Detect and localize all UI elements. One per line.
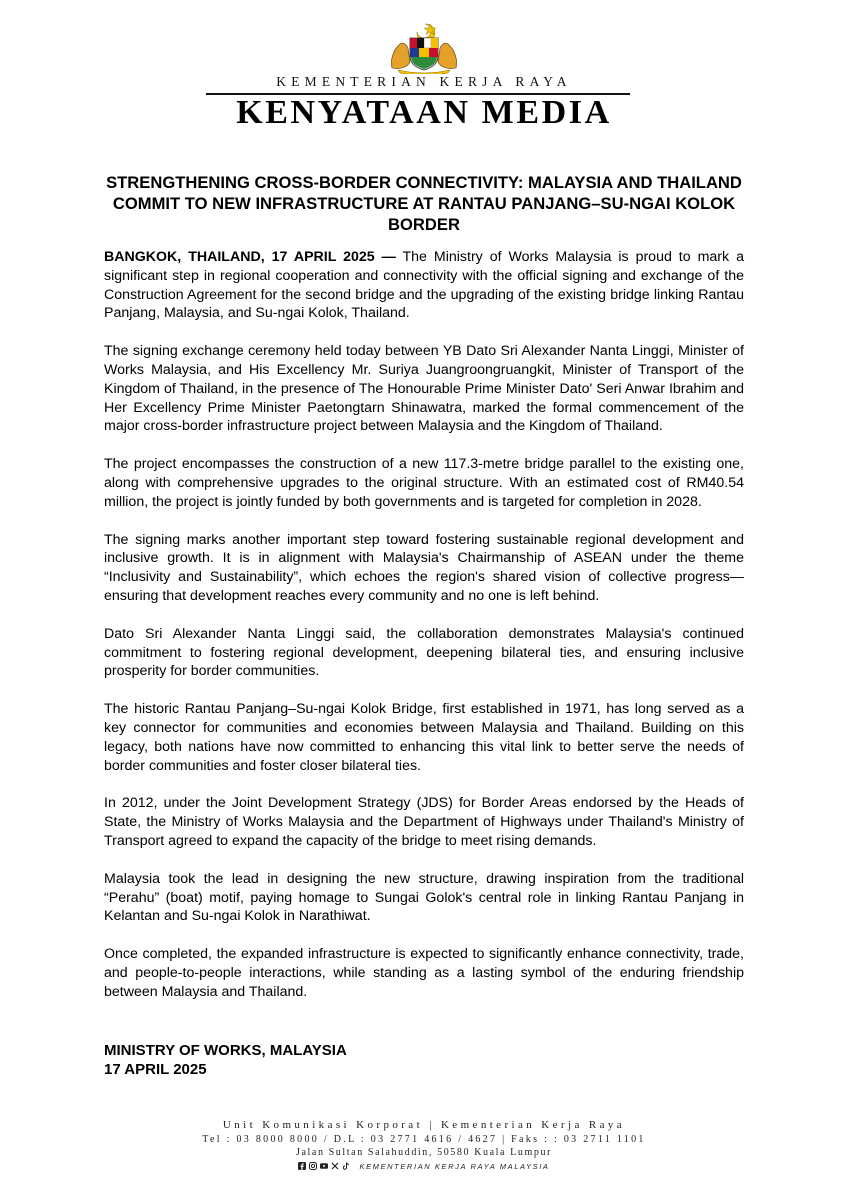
lead-text: The Ministry of Works Malaysia is proud to mark a significant step in regional cooperation and connectivity with the official signing and exchange of the Construction Agreement for the second bridge and the upgrading of the existing bridge linking Rantau Panjang, Malaysia, and Su-ngai Kolok, Thailand. bbox=[104, 249, 744, 322]
body-paragraph: The project encompasses the construction of a new 117.3-metre bridge parallel to the existing one, along with comprehensive upgrades to the original structure. With an estimated cost of RM40.54 million, the project is jointly funded by both governments and is targeted for completion in 2028. bbox=[104, 456, 744, 510]
footer bbox=[0, 1118, 848, 1171]
press-release-headline: STRENGTHENING CROSS-BORDER CONNECTIVITY: MALAYSIA AND THAILAND COMMIT TO NEW INFRASTRUCTURE AT RANTAU PANJANG–SU-NGAI KOLOK BORDER bbox=[106, 173, 742, 234]
body-paragraph: Once completed, the expanded infrastructure is expected to significantly enhance connectivity, trade, and people-to-people interactions, while standing as a lasting symbol of the enduring friendship between Malaysia and Thailand. bbox=[104, 946, 744, 1000]
signoff-block bbox=[104, 1041, 504, 1079]
social-handle: KEMENTERIAN KERJA RAYA MALAYSIA bbox=[359, 1161, 550, 1171]
signoff-organization: MINISTRY OF WORKS, MALAYSIA bbox=[104, 1042, 347, 1059]
press-release-body bbox=[104, 248, 744, 1021]
body-paragraph: Malaysia took the lead in designing the new structure, drawing inspiration from the traditional “Perahu” (boat) motif, paying homage to Sungai Golok's central role in linking Rantau Panjang in Kelantan and Su-ngai Kolok in Narathiwat. bbox=[104, 870, 744, 925]
instagram-icon[interactable] bbox=[309, 1162, 317, 1170]
x-icon[interactable] bbox=[331, 1162, 339, 1170]
body-paragraph: The historic Rantau Panjang–Su-ngai Kolok Bridge, first established in 1971, has long served as a key connector for communities and economies between Malaysia and Thailand. Building on this legacy, both nations have now committed to enhancing this vital link to better serve the needs of border communities and foster closer bilateral ties. bbox=[104, 701, 744, 774]
dateline: BANGKOK, THAILAND, 17 APRIL 2025 — bbox=[104, 249, 396, 265]
ministry-name: KEMENTERIAN KERJA RAYA bbox=[276, 74, 572, 89]
tiktok-icon[interactable] bbox=[342, 1162, 350, 1170]
lead-paragraph bbox=[104, 248, 744, 323]
social-media-row bbox=[0, 1161, 848, 1171]
body-paragraph: Dato Sri Alexander Nanta Linggi said, the collaboration demonstrates Malaysia's continued commitment to fostering regional development, deepening bilateral ties, and ensuring inclusive prosperity for border communities. bbox=[104, 625, 744, 680]
footer-unit: Unit Komunikasi Korporat | Kementerian Kerja Raya bbox=[222, 1119, 626, 1131]
malaysia-coat-of-arms-icon bbox=[384, 22, 464, 74]
signoff-date: 17 APRIL 2025 bbox=[104, 1061, 207, 1078]
footer-address: Jalan Sultan Salahuddin, 50580 Kuala Lumpur bbox=[296, 1147, 552, 1158]
youtube-icon[interactable] bbox=[320, 1162, 328, 1170]
footer-contact: Tel : 03 8000 8000 / D.L : 03 2771 4616 / 4627 | Faks : : 03 2711 1101 bbox=[202, 1134, 646, 1145]
body-paragraph: The signing marks another important step toward fostering sustainable regional development and inclusive growth. It is in alignment with Malaysia's Chairmanship of ASEAN under the theme “Inclusivity and Sustainability”, which echoes the region's shared vision of collective progress—ensuring that development reaches every community and no one is left behind. bbox=[104, 531, 744, 604]
facebook-icon[interactable] bbox=[298, 1162, 306, 1170]
body-paragraph: In 2012, under the Joint Development Strategy (JDS) for Border Areas endorsed by the Heads of State, the Ministry of Works Malaysia and the Department of Highways under Thailand's Ministry of Transport agreed to expand the capacity of the bridge to meet rising demands. bbox=[104, 795, 744, 849]
document-type-title: KENYATAAN MEDIA bbox=[236, 94, 612, 131]
body-paragraph: The signing exchange ceremony held today between YB Dato Sri Alexander Nanta Linggi, Minister of Works Malaysia, and His Excellency Mr. Suriya Juangroongruangkit, Minister of Transport of the Kingdom of Thailand, in the presence of The Honourable Prime Minister Dato' Seri Anwar Ibrahim and Her Excellency Prime Minister Paetongtarn Shinawatra, marked the formal commencement of the major cross-border infrastructure project between Malaysia and the Kingdom of Thailand. bbox=[104, 343, 744, 435]
